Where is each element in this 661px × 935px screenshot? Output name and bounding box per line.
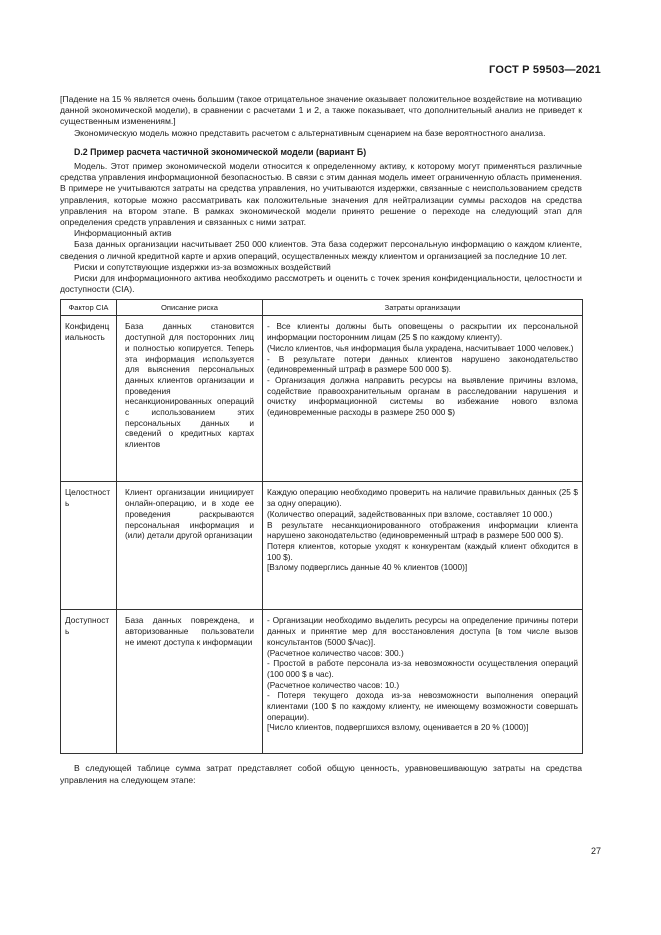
- cost-line: (Число клиентов, чья информация была украдена, насчитывает 1000 человек.): [267, 342, 574, 353]
- cost-line: (Количество операций, задействованных при взломе, составляет 10 000.): [267, 508, 553, 519]
- cost-line: В результате несанкционированного отображения информации клиента нарушено законодательство (единовременный штраф в размере 500 000 $).: [267, 519, 578, 541]
- section-paragraph-risks-title: Риски и сопутствующие издержки из-за возможных воздействий: [74, 261, 331, 272]
- section-heading: D.2 Пример расчета частичной экономической модели (вариант Б): [74, 146, 367, 157]
- table-row: [61, 482, 583, 610]
- section-paragraph-model: Модель. Этот пример экономической модели относится к определенному активу, к которому могут применяться различные средства управления информационной безопасностью. В связи с этим данная модель имеет ограниченную область применения. В примере не учитываются затраты на средства управления, но учитываются издержки, связанные с неиспользованием средств управления, которые можно рассматривать как положительные значения для нейтрализации суммы расходов на средства управления на втором этапе. В рамках экономической модели принято решение о переходе на следующий этап для определения средств управления и связанных с ними затрат.: [60, 161, 582, 228]
- cost-line: - Все клиенты должны быть оповещены о раскрытии их персональной информации посторонним лицам (25 $ по каждому клиенту).: [267, 321, 578, 343]
- cost-line: - Потеря текущего дохода из-за невозможности выполнения операций клиентами (100 $ по каждому клиенту, не имеющему возможности совершать операции).: [267, 690, 578, 722]
- page-number: 27: [590, 846, 601, 856]
- table-cell-costs: [263, 316, 583, 482]
- table-cell-factor: [61, 316, 117, 482]
- cost-line: - Простой в работе персонала из-за невозможности осуществления операций (100 000 $ в час).: [267, 658, 578, 679]
- description-text: База данных повреждена, и авторизованные пользователи не имеют доступа к информации: [125, 615, 254, 647]
- table-row: [61, 316, 583, 482]
- cost-line: - В результате потери данных клиентов нарушено законодательство (единовременный штраф в размере 500 000 $).: [267, 353, 578, 375]
- table-cell-description: [117, 610, 263, 754]
- table-cell-description: [117, 482, 263, 610]
- cia-risk-table: [60, 299, 583, 754]
- document-body: [60, 94, 582, 786]
- description-text: База данных становится доступной для посторонних лиц и полностью копируется. Теперь эта информация используется для выяснения персональных данных клиентов организации и проведения несанкционированных операций с использованием этих персональных данных и сведений о кредитных картах клиентов: [125, 321, 254, 450]
- table-cell-description: [117, 316, 263, 482]
- after-table-paragraph: В следующей таблице сумма затрат представляет собой общую ценность, уравновешивающую затраты на средства управления на следующем этапе:: [60, 763, 582, 785]
- table-header-costs: Затраты организации: [263, 300, 583, 316]
- table-cell-factor: [61, 482, 117, 610]
- cost-line: Потеря клиентов, которые уходят к конкурентам (каждый клиент обходится в 100 $).: [267, 540, 578, 562]
- cost-line: (Расчетное количество часов: 10.): [267, 679, 400, 690]
- description-text: Клиент организации инициирует онлайн-операцию, и в ходе ее проведения раскрываются персональная информация и (или) детали другой организации: [125, 487, 254, 541]
- factor-text: Конфиденциальность: [65, 321, 110, 343]
- cost-line: [Число клиентов, подвергшихся взлому, оценивается в 20 % (1000)]: [267, 722, 529, 733]
- section-paragraph-asset: База данных организации насчитывает 250 000 клиентов. Эта база содержит персональную информацию о каждом клиенте, сведения о личной кредитной карте и архив операций, осуществленных между клиентом и организацией за последние 10 лет.: [60, 239, 582, 261]
- table-header-factor: Фактор CIA: [61, 300, 117, 316]
- table-cell-costs: [263, 610, 583, 754]
- table-row: [61, 610, 583, 754]
- factor-text: Целостность: [65, 487, 111, 509]
- cost-line: [Взлому подверглись данные 40 % клиентов (1000)]: [267, 562, 468, 573]
- table-header-row: [61, 300, 583, 316]
- cost-line: Каждую операцию необходимо проверить на наличие правильных данных (25 $ за одну операцию).: [267, 487, 578, 509]
- intro-paragraph-1: [Падение на 15 % является очень большим (такое отрицательное значение оказывает положительное воздействие на мотивацию данной экономической модели), в сравнении с расчетами 1 и 2, а также показывает, что дополнительный анализ не приведет к существенным изменениям.]: [60, 94, 582, 127]
- cost-line: - Организация должна направить ресурсы на выявление причины взлома, содействие правоохранительным органам в расследовании нарушения и очистку информационной системы во избежание нового взлома (единовременные расходы в размере 250 000 $): [267, 374, 578, 418]
- section-paragraph-risks: Риски для информационного актива необходимо рассмотреть и оценить с точек зрения конфиденциальности, целостности и доступности (CIA).: [60, 273, 582, 295]
- cost-line: (Расчетное количество часов: 300.): [267, 647, 404, 658]
- intro-paragraph-2: Экономическую модель можно представить расчетом с альтернативным сценарием на базе вероятностного анализа.: [74, 127, 546, 138]
- cost-line: - Организации необходимо выделить ресурсы на определение причины потери данных и принятие мер для восстановления доступа [в том числе вызов консультантов (5000 $/час)].: [267, 615, 578, 647]
- factor-text: Доступность: [65, 615, 110, 637]
- table-cell-costs: [263, 482, 583, 610]
- table-header-description: Описание риска: [117, 300, 263, 316]
- section-paragraph-asset-title: Информационный актив: [74, 228, 172, 239]
- document-id: ГОСТ Р 59503—2021: [489, 64, 601, 76]
- table-cell-factor: [61, 610, 117, 754]
